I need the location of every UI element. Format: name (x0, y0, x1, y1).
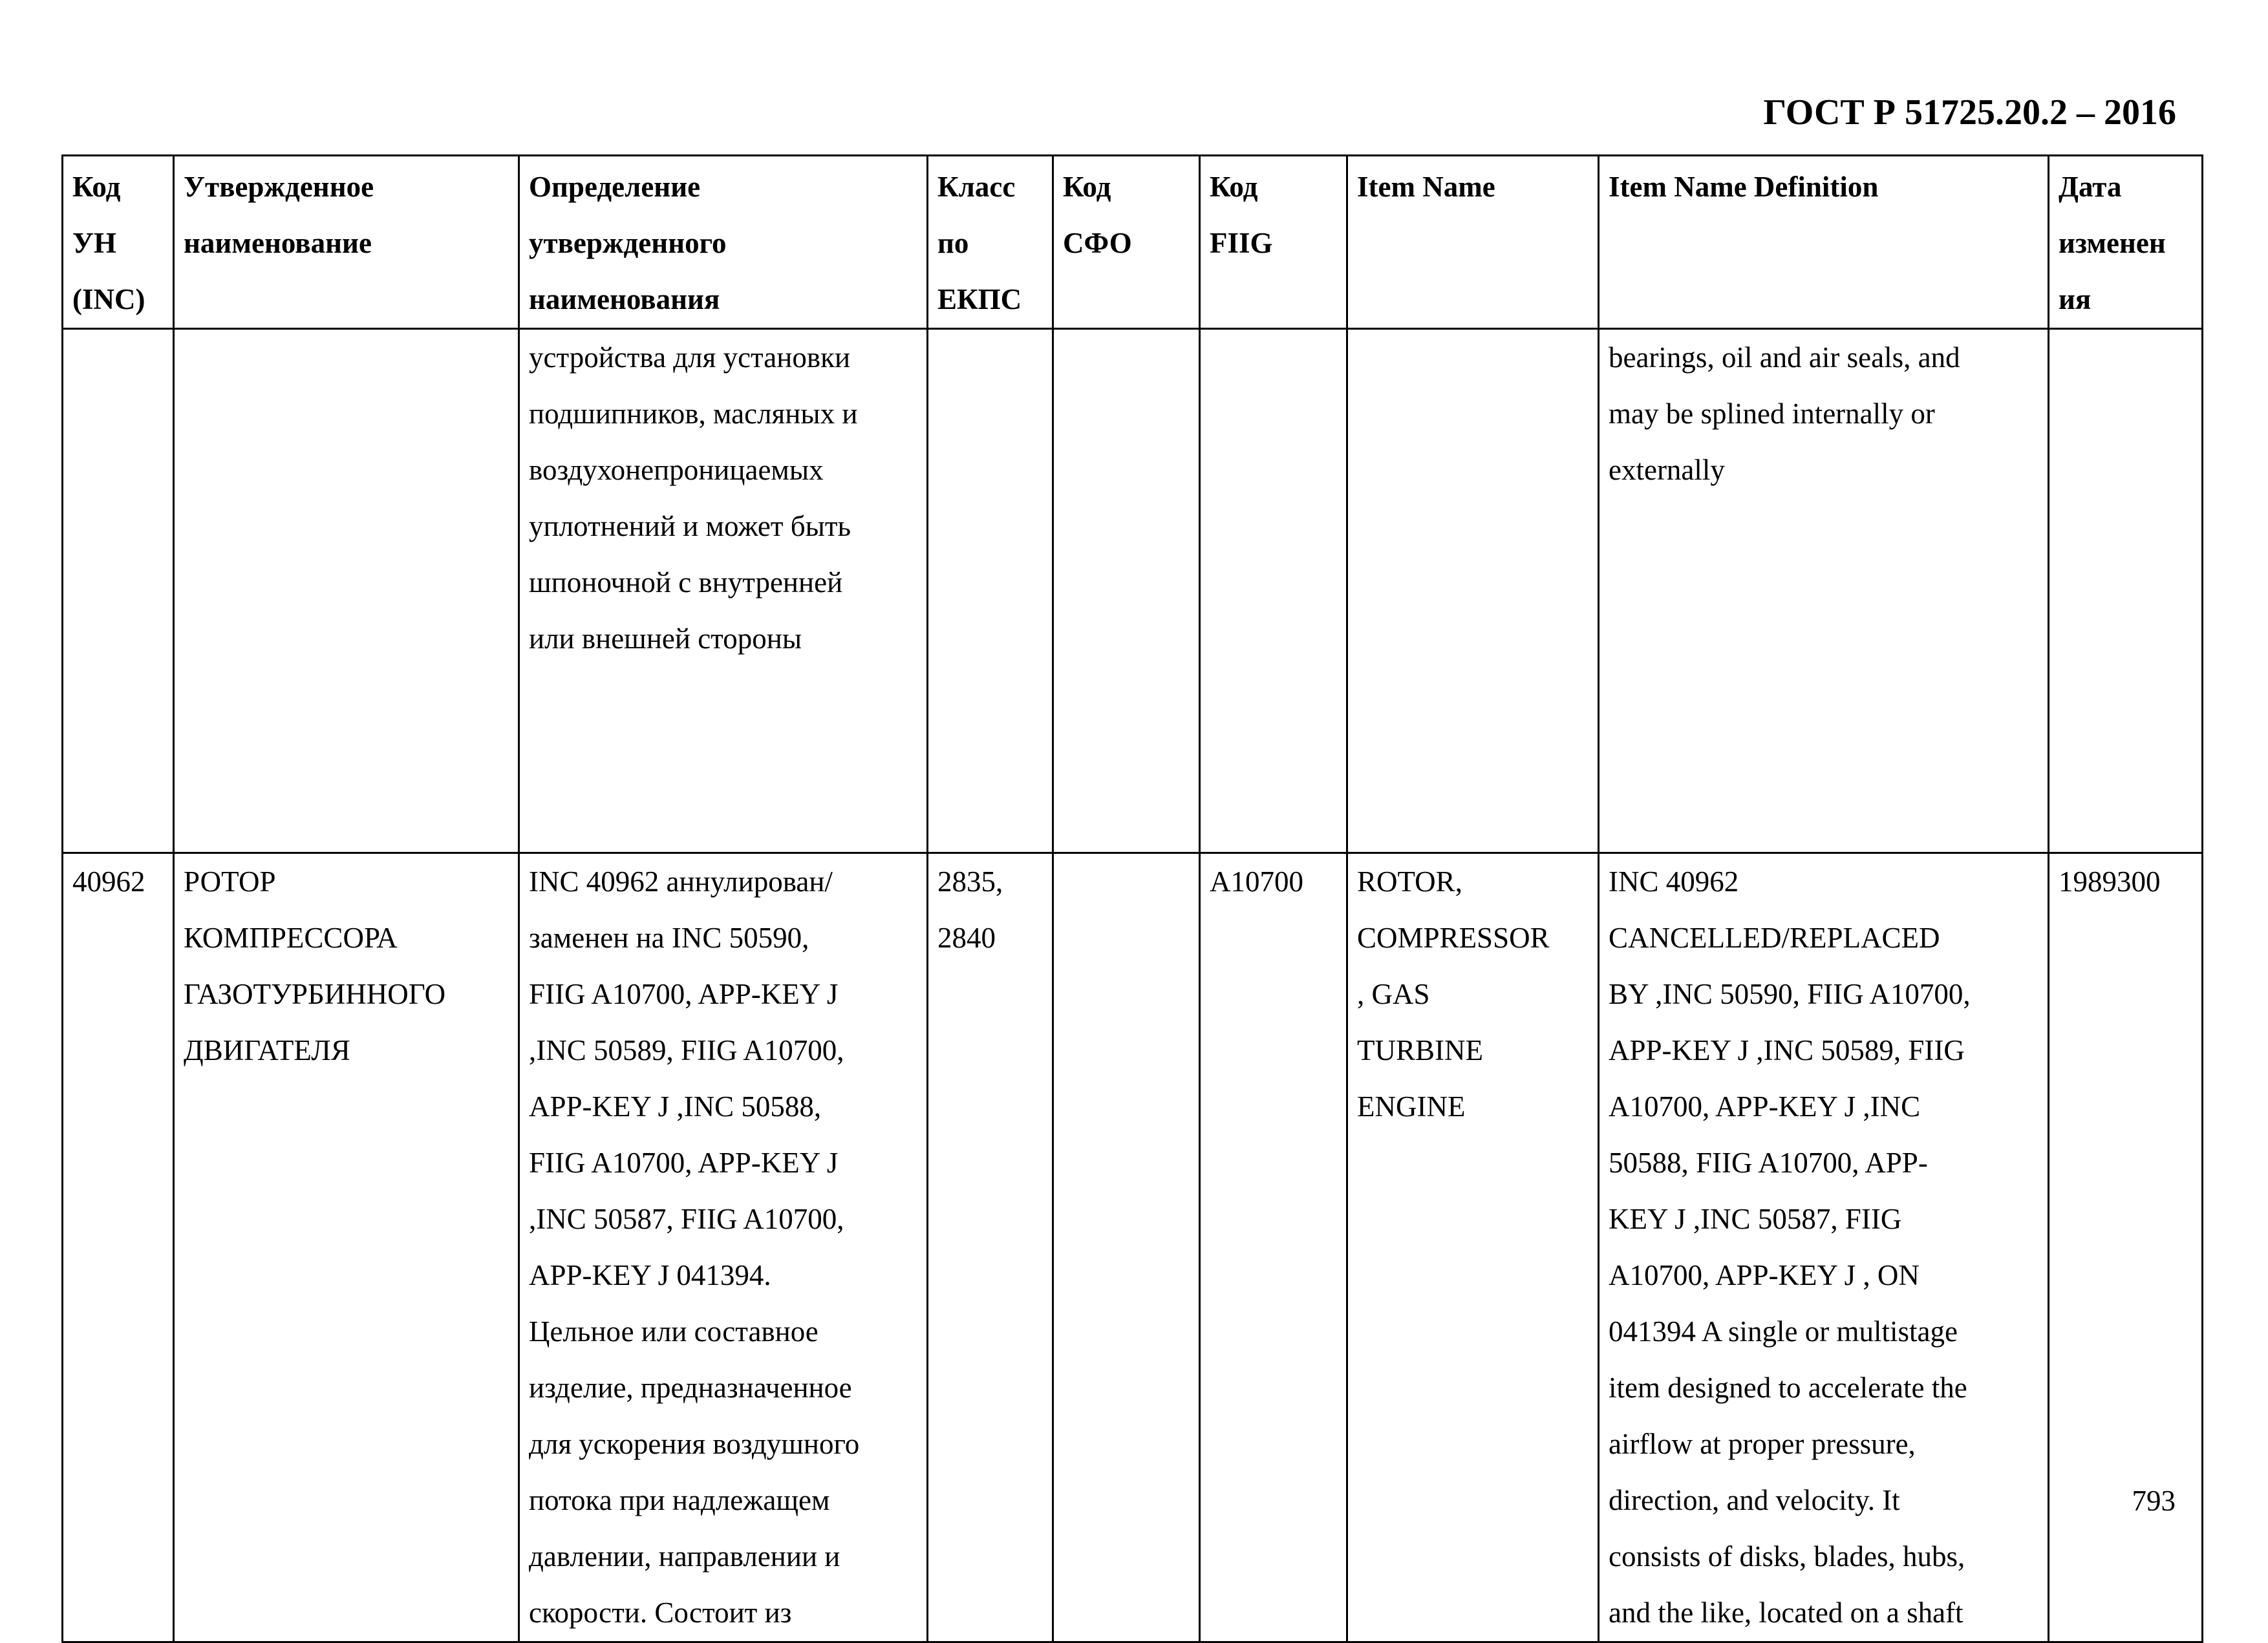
table-cell-ekps-class (928, 853, 1053, 1642)
table-row (63, 853, 2203, 1642)
table-cell-sfo-code (1053, 853, 1200, 1642)
table-cell-item-name-definition (1599, 853, 2049, 1642)
cell-text-line: или внешней стороны (529, 622, 802, 655)
column-header-fiig-code (1200, 156, 1347, 329)
cell-text-line: КОМПРЕССОРА (184, 922, 398, 954)
table-cell-inc (63, 853, 174, 1642)
column-header-change-date (2049, 156, 2203, 329)
cell-text-line: ГАЗОТУРБИННОГО (184, 978, 446, 1010)
cell-text-line: , GAS (1357, 978, 1430, 1010)
cell-text-line: INC 40962 (1609, 865, 1739, 898)
column-header-line: ЕКПС (937, 283, 1022, 315)
cell-text-line: ROTOR, (1357, 865, 1462, 898)
column-header-line: изменен (2059, 227, 2166, 259)
column-header-line: по (937, 227, 969, 259)
cell-text-line: ,INC 50587, FIIG A10700, (529, 1203, 844, 1235)
cell-text-line: and the like, located on a shaft (1609, 1596, 1963, 1629)
cell-text-line: ДВИГАТЕЛЯ (184, 1034, 350, 1066)
cell-text-line: устройства для установки (529, 341, 851, 374)
cell-text-line: externally (1609, 454, 1725, 486)
catalog-table (61, 154, 2203, 1643)
cell-text-line: INC 40962 аннулирован/ (529, 865, 833, 898)
column-header-line: FIIG (1210, 227, 1273, 259)
cell-text-line: для ускорения воздушного (529, 1428, 860, 1460)
cell-text-line: consists of disks, blades, hubs, (1609, 1540, 1965, 1573)
cell-text-line: TURBINE (1357, 1034, 1483, 1066)
column-header-line: (INC) (72, 283, 145, 315)
cell-text-line: 2840 (937, 922, 996, 954)
cell-text-line: ,INC 50589, FIIG A10700, (529, 1034, 844, 1066)
column-header-line: ия (2059, 283, 2091, 315)
column-header-sfo-code (1053, 156, 1200, 329)
table-cell-definition (519, 329, 928, 853)
cell-text-line: item designed to accelerate the (1609, 1372, 1967, 1404)
column-header-line: УН (72, 227, 117, 259)
page-number: 793 (2132, 1485, 2176, 1517)
column-header-line: Утвержденное (184, 171, 374, 203)
column-header-line: Код (1210, 171, 1258, 203)
table-cell-item-name (1347, 853, 1599, 1642)
cell-text-line: 2835, (937, 865, 1003, 898)
column-header-line: наименование (184, 227, 372, 259)
table-cell-approved-name (174, 329, 519, 853)
table-cell-definition (519, 853, 928, 1642)
cell-text-line: APP-KEY J ,INC 50588, (529, 1090, 822, 1123)
table-cell-fiig-code (1200, 853, 1347, 1642)
cell-text-line: KEY J ,INC 50587, FIIG (1609, 1203, 1902, 1235)
cell-text-line: уплотнений и может быть (529, 510, 851, 542)
column-header-ekps-class (928, 156, 1053, 329)
cell-text-line: скорости. Состоит из (529, 1596, 792, 1629)
column-header-approved-name (174, 156, 519, 329)
cell-text-line: изделие, предназначенное (529, 1372, 852, 1404)
column-header-line: Код (1063, 171, 1111, 203)
table-cell-item-name (1347, 329, 1599, 853)
cell-text-line: direction, and velocity. It (1609, 1484, 1900, 1516)
cell-text-line: воздухонепроницаемых (529, 454, 824, 486)
cell-text-line: ENGINE (1357, 1090, 1466, 1123)
cell-text-line: COMPRESSOR (1357, 922, 1550, 954)
table-cell-approved-name (174, 853, 519, 1642)
table-cell-ekps-class (928, 329, 1053, 853)
cell-text-line: bearings, oil and air seals, and (1609, 341, 1960, 374)
cell-text-line: шпоночной с внутренней (529, 566, 843, 599)
cell-text-line: подшипников, масляных и (529, 398, 858, 430)
column-header-line: наименования (529, 283, 720, 315)
cell-text-line: Цельное или составное (529, 1315, 818, 1348)
column-header-line: Item Name (1357, 171, 1495, 203)
table-header-row (63, 156, 2203, 329)
cell-text-line: may be splined internally or (1609, 398, 1935, 430)
table-cell-change-date (2049, 329, 2203, 853)
cell-text-line: APP-KEY J 041394. (529, 1259, 771, 1291)
cell-text-line: 1989300 (2059, 865, 2161, 898)
cell-text-line: 50588, FIIG A10700, APP- (1609, 1147, 1928, 1179)
column-header-line: Код (72, 171, 121, 203)
cell-text-line: 041394 A single or multistage (1609, 1315, 1958, 1348)
cell-text-line: РОТОР (184, 865, 276, 898)
table-cell-inc (63, 329, 174, 853)
column-header-item-name-definition (1599, 156, 2049, 329)
cell-text-line: BY ,INC 50590, FIIG A10700, (1609, 978, 1971, 1010)
column-header-line: Дата (2059, 171, 2122, 203)
column-header-line: Класс (937, 171, 1016, 203)
table-cell-item-name-definition (1599, 329, 2049, 853)
cell-text-line: давлении, направлении и (529, 1540, 840, 1573)
table-cell-fiig-code (1200, 329, 1347, 853)
column-header-line: утвержденного (529, 227, 727, 259)
cell-text-line: APP-KEY J ,INC 50589, FIIG (1609, 1034, 1965, 1066)
column-header-line: СФО (1063, 227, 1132, 259)
column-header-item-name (1347, 156, 1599, 329)
cell-text-line: A10700 (1210, 865, 1303, 898)
column-header-definition (519, 156, 928, 329)
cell-text-line: A10700, APP-KEY J , ON (1609, 1259, 1920, 1291)
cell-text-line: потока при надлежащем (529, 1484, 830, 1516)
column-header-line: Определение (529, 171, 701, 203)
table-cell-sfo-code (1053, 329, 1200, 853)
cell-text-line: airflow at proper pressure, (1609, 1428, 1916, 1460)
cell-text-line: FIIG A10700, APP-KEY J (529, 978, 839, 1010)
table-cell-change-date (2049, 853, 2203, 1642)
cell-text-line: CANCELLED/REPLACED (1609, 922, 1940, 954)
cell-text-line: заменен на INC 50590, (529, 922, 809, 954)
document-header: ГОСТ Р 51725.20.2 – 2016 (1763, 92, 2176, 132)
cell-text-line: A10700, APP-KEY J ,INC (1609, 1090, 1921, 1123)
cell-text-line: FIIG A10700, APP-KEY J (529, 1147, 839, 1179)
table-row (63, 329, 2203, 853)
column-header-line: Item Name Definition (1609, 171, 1879, 203)
column-header-inc (63, 156, 174, 329)
cell-text-line: 40962 (72, 865, 145, 898)
